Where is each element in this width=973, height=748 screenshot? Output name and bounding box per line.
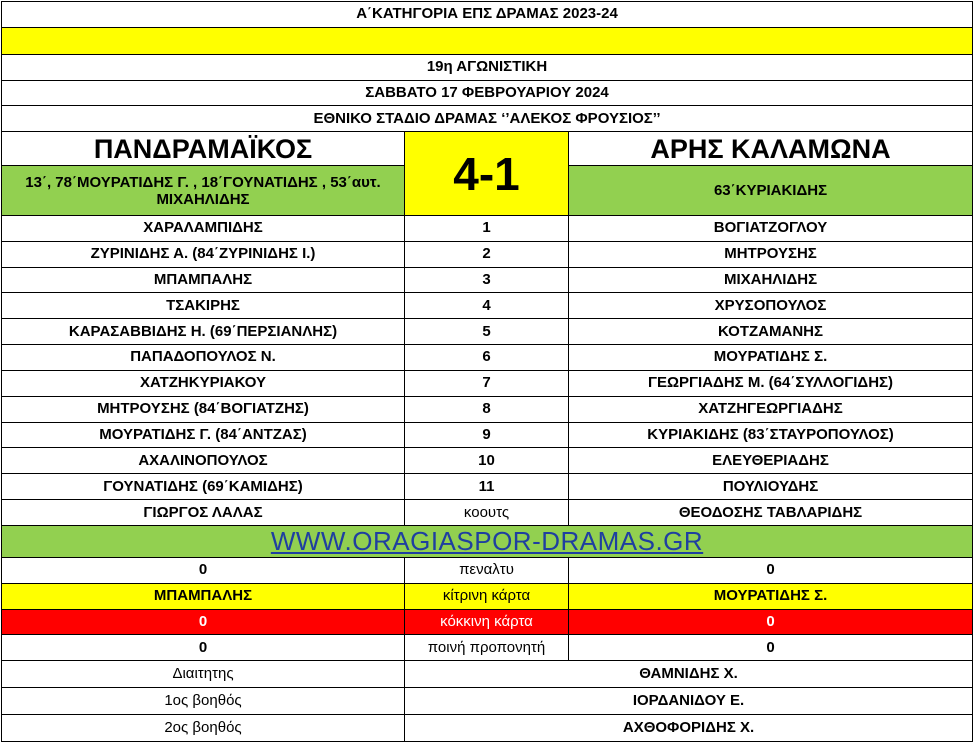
home-player: ΑΧΑΛΙΝΟΠΟΥΛΟΣ bbox=[2, 448, 405, 474]
away-player: ΒΟΓΙΑΤΖΟΓΛΟΥ bbox=[569, 215, 973, 241]
lineup-row bbox=[2, 396, 973, 422]
home-player: ΚΑΡΑΣΑΒΒΙΔΗΣ Η. (69΄ΠΕΡΣΙΑΝΛΗΣ) bbox=[2, 319, 405, 345]
match-report-table bbox=[1, 1, 973, 742]
away-player: ΚΟΤΖΑΜΑΝΗΣ bbox=[569, 319, 973, 345]
lineup-row bbox=[2, 448, 973, 474]
away-penalties: 0 bbox=[569, 558, 973, 584]
away-red-cards: 0 bbox=[569, 609, 973, 635]
official-name: ΑΧΘΟΦΟΡΙΔΗΣ Χ. bbox=[405, 715, 973, 742]
away-player: ΧΑΤΖΗΓΕΩΡΓΙΑΔΗΣ bbox=[569, 396, 973, 422]
lineup-row bbox=[2, 241, 973, 267]
shirt-number: 9 bbox=[405, 422, 569, 448]
away-player: ΜΙΧΑΗΛΙΔΗΣ bbox=[569, 267, 973, 293]
away-yellow-cards: ΜΟΥΡΑΤΙΔΗΣ Σ. bbox=[569, 583, 973, 609]
final-score: 4-1 bbox=[405, 132, 569, 216]
matchday: 19η ΑΓΩΝΙΣΤΙΚΗ bbox=[2, 54, 973, 80]
away-player: ΚΥΡΙΑΚΙΔΗΣ (83΄ΣΤΑΥΡΟΠΟΥΛΟΣ) bbox=[569, 422, 973, 448]
shirt-number: 8 bbox=[405, 396, 569, 422]
away-team-name: ΑΡΗΣ ΚΑΛΑΜΩΝΑ bbox=[569, 132, 973, 166]
official-row bbox=[2, 715, 973, 742]
official-role: Διαιτητης bbox=[2, 661, 405, 688]
home-penalties: 0 bbox=[2, 558, 405, 584]
shirt-number: 6 bbox=[405, 345, 569, 371]
shirt-number: 2 bbox=[405, 241, 569, 267]
away-player: ΧΡΥΣΟΠΟΥΛΟΣ bbox=[569, 293, 973, 319]
home-red-cards: 0 bbox=[2, 609, 405, 635]
away-scorers: 63΄ΚΥΡΙΑΚΙΔΗΣ bbox=[569, 166, 973, 216]
home-player: ΖΥΡΙΝΙΔΗΣ Α. (84΄ΖΥΡΙΝΙΔΗΣ Ι.) bbox=[2, 241, 405, 267]
home-team-name: ΠΑΝΔΡΑΜΑΪΚΟΣ bbox=[2, 132, 405, 166]
official-role: 2ος βοηθός bbox=[2, 715, 405, 742]
home-coach-penalty: 0 bbox=[2, 635, 405, 661]
penalty-label: πεναλτυ bbox=[405, 558, 569, 584]
away-player: ΓΕΩΡΓΙΑΔΗΣ Μ. (64΄ΣΥΛΛΟΓΙΔΗΣ) bbox=[569, 370, 973, 396]
away-coach: ΘΕΟΔΟΣΗΣ ΤΑΒΛΑΡΙΔΗΣ bbox=[569, 500, 973, 526]
stadium: ΕΘΝΙΚΟ ΣΤΑΔΙΟ ΔΡΑΜΑΣ ‘’ΑΛΕΚΟΣ ΦΡΟΥΣΙΟΣ’’ bbox=[2, 106, 973, 132]
competition-title: Α΄ΚΑΤΗΓΟΡΙΑ ΕΠΣ ΔΡΑΜΑΣ 2023-24 bbox=[2, 2, 973, 28]
home-scorers: 13΄, 78΄ΜΟΥΡΑΤΙΔΗΣ Γ. , 18΄ΓΟΥΝΑΤΙΔΗΣ , 53΄αυτ. ΜΙΧΑΗΛΙΔΗΣ bbox=[2, 166, 405, 216]
lineup-row bbox=[2, 345, 973, 371]
lineup-row bbox=[2, 370, 973, 396]
official-role: 1ος βοηθός bbox=[2, 688, 405, 715]
away-player: ΜΗΤΡΟΥΣΗΣ bbox=[569, 241, 973, 267]
official-row bbox=[2, 661, 973, 688]
home-coach: ΓΙΩΡΓΟΣ ΛΑΛΑΣ bbox=[2, 500, 405, 526]
away-player: ΕΛΕΥΘΕΡΙΑΔΗΣ bbox=[569, 448, 973, 474]
home-yellow-cards: ΜΠΑΜΠΑΛΗΣ bbox=[2, 583, 405, 609]
away-coach-penalty: 0 bbox=[569, 635, 973, 661]
shirt-number: 10 bbox=[405, 448, 569, 474]
home-player: ΜΟΥΡΑΤΙΔΗΣ Γ. (84΄ΑΝΤΖΑΣ) bbox=[2, 422, 405, 448]
shirt-number: 5 bbox=[405, 319, 569, 345]
shirt-number: 7 bbox=[405, 370, 569, 396]
away-player: ΜΟΥΡΑΤΙΔΗΣ Σ. bbox=[569, 345, 973, 371]
lineup-row bbox=[2, 319, 973, 345]
shirt-number: 3 bbox=[405, 267, 569, 293]
lineup-row bbox=[2, 474, 973, 500]
coach-penalty-label: ποινή προπονητή bbox=[405, 635, 569, 661]
coach-label: κοουτς bbox=[405, 500, 569, 526]
shirt-number: 1 bbox=[405, 215, 569, 241]
home-player: ΠΑΠΑΔΟΠΟΥΛΟΣ Ν. bbox=[2, 345, 405, 371]
lineup-row bbox=[2, 215, 973, 241]
home-player: ΧΑΡΑΛΑΜΠΙΔΗΣ bbox=[2, 215, 405, 241]
yellow-spacer-row bbox=[2, 27, 973, 54]
home-player: ΤΣΑΚΙΡΗΣ bbox=[2, 293, 405, 319]
shirt-number: 4 bbox=[405, 293, 569, 319]
red-card-label: κόκκινη κάρτα bbox=[405, 609, 569, 635]
home-player: ΜΠΑΜΠΑΛΗΣ bbox=[2, 267, 405, 293]
shirt-number: 11 bbox=[405, 474, 569, 500]
home-player: ΜΗΤΡΟΥΣΗΣ (84΄ΒΟΓΙΑΤΖΗΣ) bbox=[2, 396, 405, 422]
away-player: ΠΟΥΛΙΟΥΔΗΣ bbox=[569, 474, 973, 500]
website-link[interactable]: WWW.ORAGIASPOR-DRAMAS.GR bbox=[2, 525, 973, 557]
home-player: ΧΑΤΖΗΚΥΡΙΑΚΟΥ bbox=[2, 370, 405, 396]
lineup-rows bbox=[2, 215, 973, 499]
official-name: ΙΟΡΔΑΝΙΔΟΥ Ε. bbox=[405, 688, 973, 715]
official-name: ΘΑΜΝΙΔΗΣ Χ. bbox=[405, 661, 973, 688]
match-date: ΣΑΒΒΑΤΟ 17 ΦΕΒΡΟΥΑΡΙΟΥ 2024 bbox=[2, 80, 973, 106]
lineup-row bbox=[2, 267, 973, 293]
lineup-row bbox=[2, 422, 973, 448]
official-row bbox=[2, 688, 973, 715]
yellow-card-label: κίτρινη κάρτα bbox=[405, 583, 569, 609]
home-player: ΓΟΥΝΑΤΙΔΗΣ (69΄ΚΑΜΙΔΗΣ) bbox=[2, 474, 405, 500]
lineup-row bbox=[2, 293, 973, 319]
